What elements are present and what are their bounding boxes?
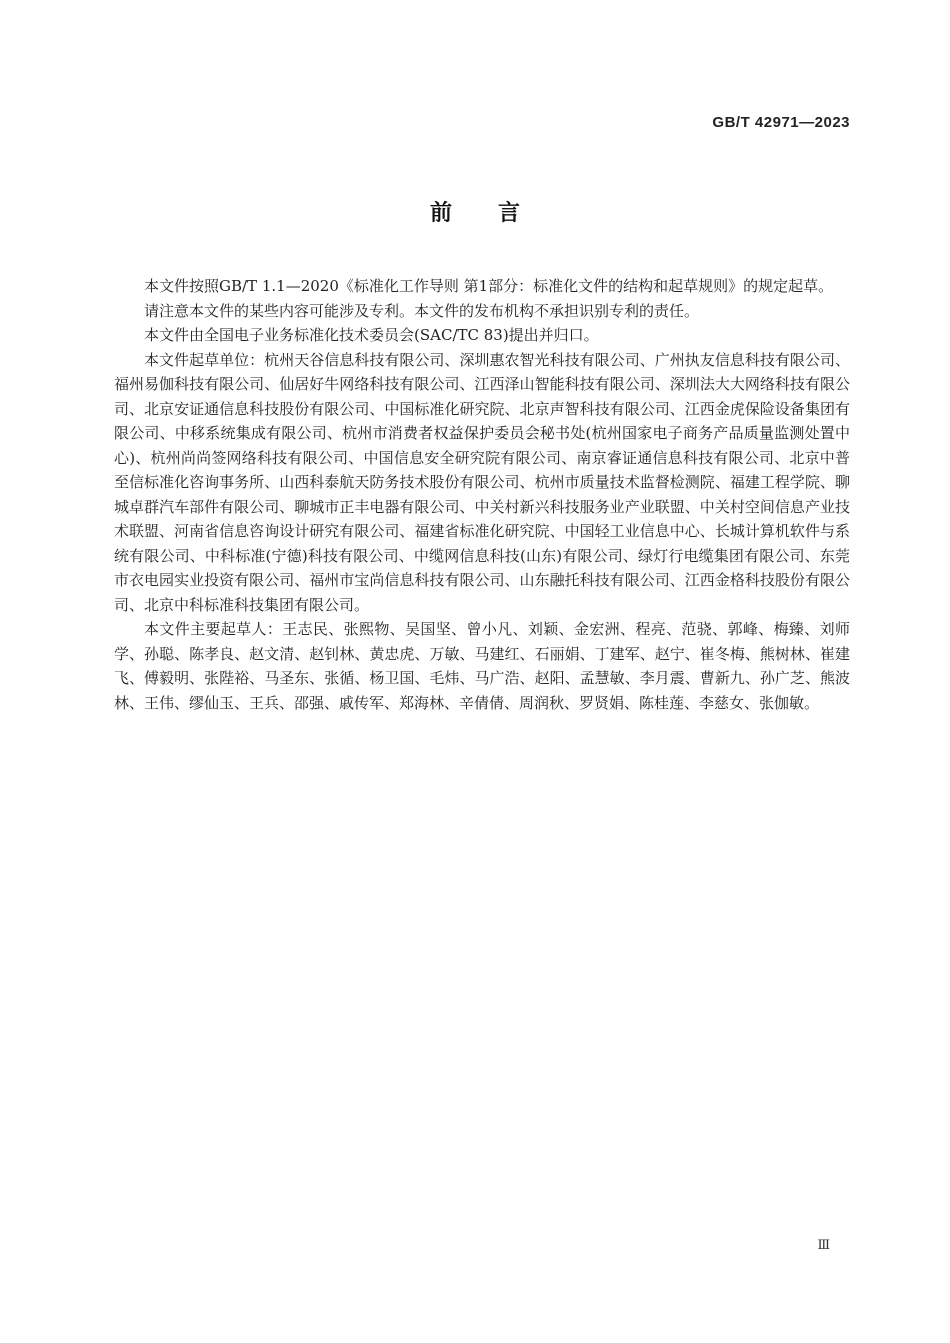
paragraph-proposer: 本文件由全国电子业务标准化技术委员会(SAC/TC 83)提出并归口。 [144,326,599,344]
page-title: 前言 [429,201,566,226]
paragraph-patent-notice: 请注意本文件的某些内容可能涉及专利。本文件的发布机构不承担识别专利的责任。 [144,301,700,320]
document-code: GB/T 42971—2023 [712,114,850,131]
paragraph-drafting-rules: 本文件按照GB/T 1.1—2020《标准化工作导则 第1部分：标准化文件的结构和起草规则》的规定起草。 [144,277,834,295]
foreword-body [114,274,850,715]
paragraph-drafters: 本文件主要起草人：王志民、张熙物、吴国坚、曾小凡、刘颖、金宏洲、程亮、范骁、郭峰、梅臻、刘师学、孙聪、陈孝良、赵文清、赵钊林、黄忠虎、万敏、马建红、石丽娟、丁建军、赵宁、崔冬梅、熊树林、崔建飞、傅毅明、张陛裕、马圣东、张循、杨卫国、毛炜、马广浩、赵阳、孟慧敏、李月震、曹新九、孙广芝、熊波林、王伟、缪仙玉、王兵、邵强、戚传军、郑海林、辛倩倩、周润秋、罗贤娟、陈桂莲、李慈女、张伽敏。 [114,620,850,712]
page-number: Ⅲ [817,1238,830,1253]
paragraph-drafting-units: 本文件起草单位：杭州天谷信息科技有限公司、深圳惠农智光科技有限公司、广州执友信息科技有限公司、福州易伽科技有限公司、仙居好牛网络科技有限公司、江西泽山智能科技有限公司、深圳法大大网络科技有限公司、北京安证通信息科技股份有限公司、中国标准化研究院、北京声智科技有限公司、江西金虎保险设备集团有限公司、中移系统集成有限公司、杭州市消费者权益保护委员会秘书处(杭州国家电子商务产品质量监测处置中心)、杭州尚尚签网络科技有限公司、中国信息安全研究院有限公司、南京睿证通信息科技有限公司、北京中普至信标准化咨询事务所、山西科泰航天防务技术股份有限公司、杭州市质量技术监督检测院、福建工程学院、聊城卓群汽车部件有限公司、聊城市正丰电器有限公司、中关村新兴科技服务业产业联盟、中关村空间信息产业技术联盟、河南省信息咨询设计研究有限公司、福建省标准化研究院、中国轻工业信息中心、长城计算机软件与系统有限公司、中科标准(宁德)科技有限公司、中缆网信息科技(山东)有限公司、绿灯行电缆集团有限公司、东莞市衣电园实业投资有限公司、福州市宝尚信息科技有限公司、山东融托科技有限公司、江西金格科技股份有限公司、北京中科标准科技集团有限公司。 [114,350,850,614]
